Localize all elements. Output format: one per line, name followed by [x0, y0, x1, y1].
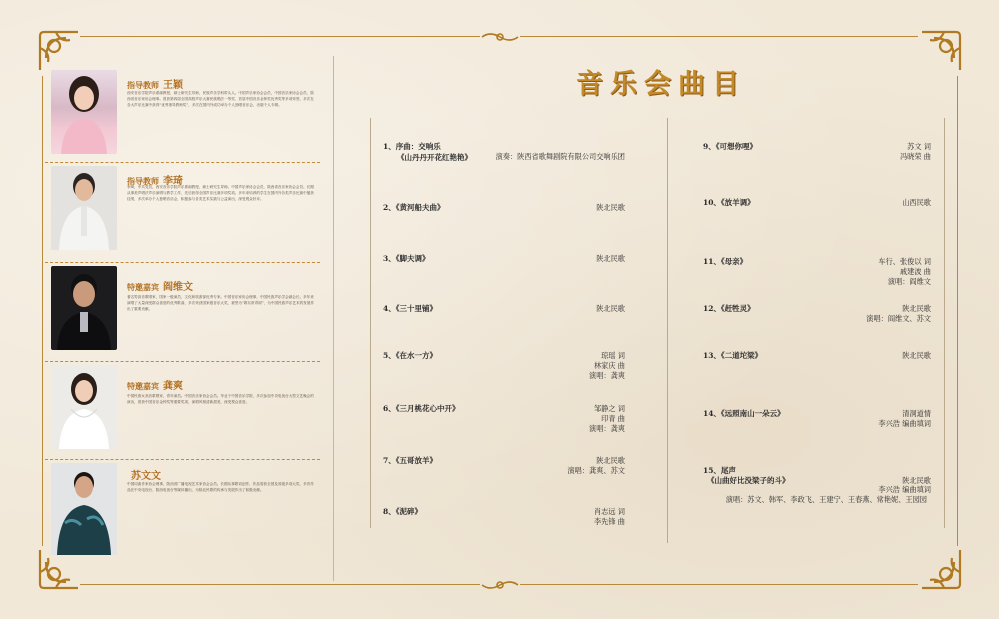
program-item — [703, 408, 931, 432]
song-credits: 演奏：陕西省歌舞剧院有限公司交响乐团 — [495, 152, 625, 161]
center-ornament-icon — [480, 31, 520, 43]
song-credit-line: 陕北民歌 — [596, 456, 625, 465]
song-credit-line: 冯晓荣 曲 — [899, 152, 931, 161]
person-bio: 中国民族女高音歌唱家，青年演员。中国音乐家协会会员。毕业于中国音乐学院，多次参加中央电视台大型文艺晚会的演出，曾获中国音乐金钟奖等重要奖项，演唱风格清新甜美，深受观众喜爱。 — [127, 394, 314, 404]
song-credit-line: 演唱：阎维文 — [887, 277, 931, 286]
person-name: 龚爽 — [163, 381, 183, 392]
song-credit-line: 林家庆 曲 — [593, 361, 625, 370]
song-performers: 演唱：苏文、韩军、李政飞、王建宁、王春燕、常艳妮、王园园 — [725, 495, 927, 504]
column-divider — [667, 118, 668, 543]
song-credit-line: 戚建波 曲 — [899, 267, 931, 276]
song-title: 6、《三月桃花心中开》 — [383, 404, 460, 413]
person-card — [45, 266, 320, 358]
program-item — [383, 141, 625, 165]
frame-bottom-line — [80, 584, 480, 585]
song-credit-line: 演唱：龚爽 — [589, 371, 625, 380]
song-title: 11、《母亲》 — [703, 257, 748, 266]
role-label: 特邀嘉宾 — [127, 283, 159, 292]
person-card — [45, 463, 320, 563]
column-divider — [944, 118, 945, 528]
program-item — [703, 197, 931, 211]
person-role — [127, 377, 183, 392]
song-subtitle: 《山丹丹开花红艳艳》 — [397, 153, 472, 162]
song-credit-line: 陕北民歌 — [902, 476, 931, 485]
song-title: 7、《五哥放羊》 — [383, 456, 437, 465]
portrait-photo — [51, 166, 117, 250]
corner-ornament-icon — [918, 546, 964, 592]
person-card — [45, 70, 320, 160]
person-card — [45, 365, 320, 457]
section-divider — [45, 162, 320, 163]
song-credit-line: 演唱：龚爽 — [589, 424, 625, 433]
song-title: 2、《黄河船夫曲》 — [383, 203, 445, 212]
person-bio: 著名男高音歌唱家，国家一级演员，文化和旅游部优秀专家。中国音乐家协会理事，中国民族声乐学会副会长。多年来演唱了大量深受群众喜爱的优秀歌曲，多次荣获国家级音乐大奖，被誉为“歌坛常青树”，为中国民族声乐艺术的发展作出了重要贡献。 — [127, 295, 315, 311]
program-item — [383, 202, 625, 216]
song-title: 15、尾声 — [703, 466, 736, 475]
song-title: 13、《二道坨梁》 — [703, 351, 763, 360]
song-credit-line: 车行、张俊以 词 — [878, 257, 931, 266]
person-role — [127, 278, 193, 293]
song-title: 3、《脚夫调》 — [383, 254, 430, 263]
section-divider — [45, 361, 320, 362]
song-credits: 陕北民歌 — [596, 254, 625, 263]
person-card — [45, 166, 320, 256]
program-item — [383, 303, 625, 317]
song-title: 10、《放羊调》 — [703, 198, 755, 207]
song-credits: 山西民歌 — [902, 198, 931, 207]
song-credits: 陕北民歌 — [596, 203, 625, 212]
section-divider — [45, 262, 320, 263]
role-label: 指导教师 — [127, 177, 159, 186]
song-credit-line: 演唱：阎维文、苏文 — [866, 314, 931, 323]
person-name: 阎维文 — [163, 282, 193, 293]
frame-right-line — [957, 76, 958, 546]
song-credit-line: 李兴浩 编曲填词 — [878, 485, 931, 494]
song-credit-line: 陕北民歌 — [902, 304, 931, 313]
program-item — [703, 465, 931, 507]
program-item — [383, 455, 625, 479]
song-credits: 陕北民歌 — [902, 351, 931, 360]
frame-top-line-right — [520, 36, 918, 37]
song-credit-line: 琼瑶 词 — [601, 351, 625, 360]
column-divider — [370, 118, 371, 528]
song-title: 9、《可想你哩》 — [703, 142, 757, 151]
program-item — [703, 303, 931, 327]
program-item — [703, 350, 931, 364]
person-name: 苏文文 — [131, 471, 161, 482]
program-item — [383, 403, 625, 439]
section-divider — [45, 459, 320, 460]
portrait-photo — [51, 463, 117, 555]
song-title: 5、《在水一方》 — [383, 351, 437, 360]
song-credit-line: 李先锋 曲 — [593, 517, 625, 526]
person-bio: 中国词曲作家协会理事，陕西省广播电视艺术家协会会员。长期从事歌词创作，作品曾获全国及省级多项大奖，多首作品在中央电视台、陕西电视台等媒体播出，为陕北民歌的传承与发展作出了积极贡献。 — [127, 482, 314, 492]
song-credits: 陕北民歌 — [596, 304, 625, 313]
page-fold — [333, 56, 334, 581]
song-credit-line: 演唱：龚爽、苏文 — [567, 466, 625, 475]
person-role — [127, 467, 161, 482]
song-credit-line: 清洞道情 — [902, 409, 931, 418]
program-item — [383, 253, 625, 267]
frame-left-line — [42, 76, 43, 546]
frame-bottom-line-right — [520, 584, 918, 585]
song-credit-line: 苏文 词 — [907, 142, 931, 151]
role-label: 指导教师 — [127, 81, 159, 90]
program-item — [703, 256, 931, 292]
person-name: 王颖 — [163, 80, 183, 91]
song-credit-line: 印青 曲 — [601, 414, 625, 423]
center-ornament-icon — [480, 579, 520, 591]
page-title: 音乐会曲目 — [576, 69, 746, 100]
song-credit-line: 邹静之 词 — [593, 404, 625, 413]
program-item — [383, 506, 625, 530]
person-name: 李琦 — [163, 176, 183, 187]
portrait-photo — [51, 266, 117, 350]
song-title: 1、序曲：交响乐 — [383, 142, 441, 151]
frame-top-line — [80, 36, 480, 37]
corner-ornament-icon — [36, 28, 82, 74]
song-title: 4、《三十里铺》 — [383, 304, 437, 313]
role-label: 特邀嘉宾 — [127, 382, 159, 391]
song-title: 8、《泥碎》 — [383, 507, 422, 516]
person-bio: 西安音乐学院声乐系副教授，硕士研究生导师，民族声乐学科带头人。中国声乐家协会会员，中国音乐家协会会员，陕西省音乐家协会理事。曾获第四届全国高校声乐大赛民族唱法一等奖、首届中国音乐金钟奖优秀奖等多项荣誉。多次在各大声乐比赛中获得“优秀指导教师奖”，多次在国内外成功举办个人独唱音乐会，出版个人专辑。 — [127, 91, 314, 107]
song-title: 12、《赶牲灵》 — [703, 304, 755, 313]
song-credit-line: 李兴浩 编曲填词 — [878, 419, 931, 428]
program-item — [703, 141, 931, 165]
corner-ornament-icon — [918, 28, 964, 74]
song-title: 14、《远照南山一朵云》 — [703, 409, 785, 418]
person-role — [127, 76, 183, 91]
song-credit-line: 肖志远 词 — [593, 507, 625, 516]
portrait-photo — [51, 365, 117, 449]
song-subtitle: 《山曲好比没梁子的斗》 — [707, 476, 790, 485]
portrait-photo — [51, 70, 117, 154]
program-item — [383, 350, 625, 386]
person-bio: 李琦，中共党员，西安音乐学院声乐系副教授，硕士研究生导师。中国声乐家协会会员，陕西省音乐家协会会员。长期从事美声唱法声乐演唱与教学工作，先后获得全国声乐比赛多项奖项。多年来培养的学生在国内外各类声乐比赛中屡获佳绩，多次举办个人独唱音乐会，积极参与各类艺术实践与公益演出，深受观众好评。 — [127, 185, 314, 201]
